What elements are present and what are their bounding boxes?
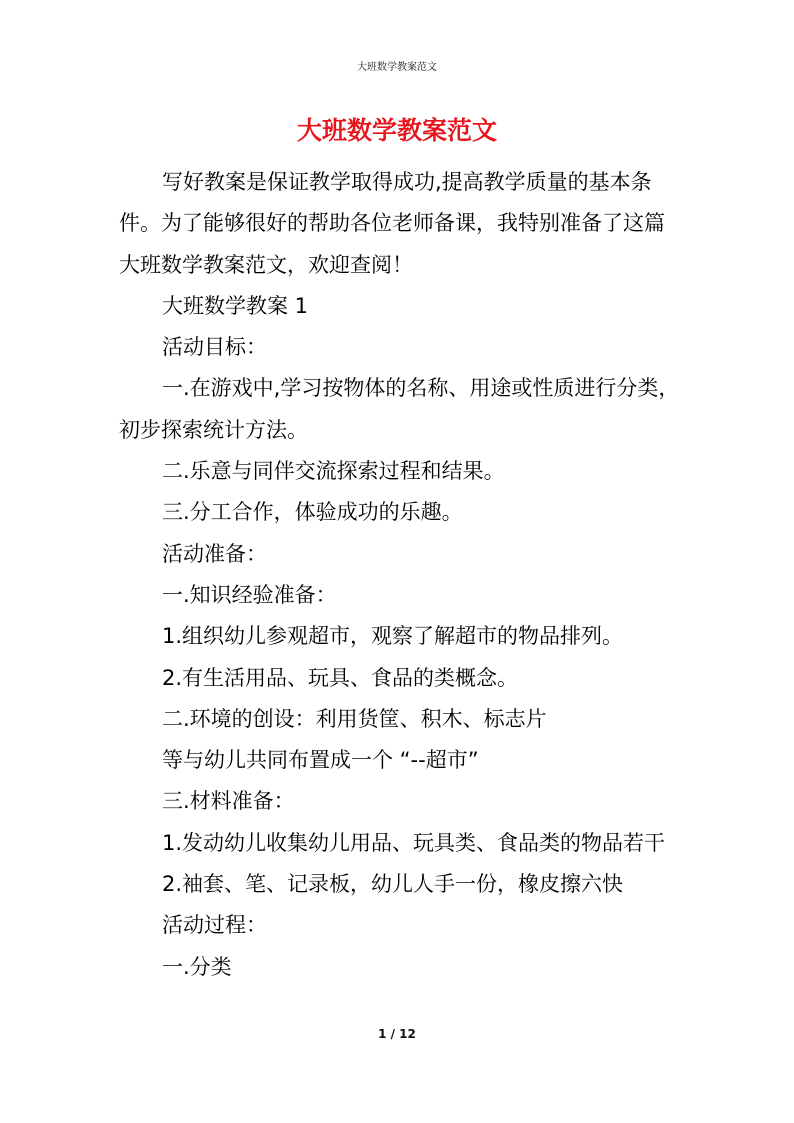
page-number: 1 / 12: [378, 1027, 416, 1041]
paragraph: 三.材料准备：: [162, 789, 295, 814]
list-item: 2.袖套、笔、记录板，幼儿人手一份，橡皮擦六快: [162, 872, 624, 897]
paragraph: 三.分工合作，体验成功的乐趣。: [162, 500, 463, 525]
paragraph: 一.知识经验准备：: [162, 582, 337, 607]
list-item: 2.有生活用品、玩具、食品的类概念。: [162, 665, 519, 690]
paragraph: 等与幼儿共同布置成一个 “--超市”: [162, 748, 479, 773]
document-title: 大班数学教案范文: [296, 116, 497, 145]
subsection-heading: 活动准备：: [162, 541, 267, 566]
paragraph: 二.乐意与同伴交流探索过程和结果。: [162, 459, 505, 484]
list-item: 1.组织幼儿参观超市，观察了解超市的物品排列。: [162, 624, 624, 649]
running-header: 大班数学教案范文: [357, 62, 437, 73]
document-body: [119, 162, 681, 988]
paragraph: 二.环境的创设：利用货筐、积木、标志片: [162, 706, 547, 731]
subsection-heading: 活动目标：: [162, 335, 267, 360]
intro-paragraph: 写好教案是保证教学取得成功,提高教学质量的基本条件。为了能够很好的帮助各位老师备课，我特别准备了这篇大班数学教案范文，欢迎查阅！: [119, 170, 665, 277]
paragraph: 一.分类: [162, 954, 232, 979]
subsection-heading: 活动过程：: [162, 913, 267, 938]
section-heading: 大班数学教案 1: [162, 293, 309, 318]
list-item: 1.发动幼儿收集幼儿用品、玩具类、食品类的物品若干: [162, 830, 666, 855]
paragraph: 一.在游戏中,学习按物体的名称、用途或性质进行分类，初步探索统计方法。: [119, 376, 680, 442]
